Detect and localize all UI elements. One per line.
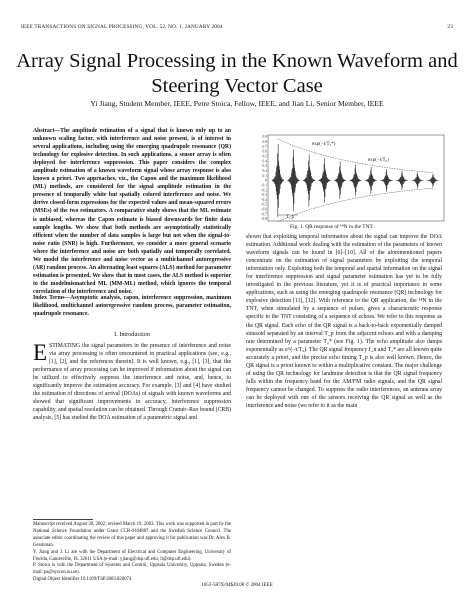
right-column-text xyxy=(246,233,442,410)
body-paragraph: shown that exploiting temporal information about the signal can improve the DOA estimation. Additional work dealing with the estimation of the parameters of known waveform signals can be found in [6]–[10]. All of the aforementioned papers concentrate on the estimation of signal parameters by exploiting the temporal information only. Exploiting both the temporal and spatial information on the signal for interference suppression and signal parameter estimation has yet to be fully investigated in the previous literature, yet it is of practical importance in some applications, such as using the emerging quadrupole resonance (QR) technology for explosive detection [11], [12]. With reference to the QR application, the ¹⁴N in the TNT, when stimulated by a sequence of pulses, gives a characteristic response specific to the TNT consisting of a sequence of echoes. We refer to this response as the QR signal. Each echo of the QR signal is a back-to-back exponentially damped sinusoid separated by an interval T_p from the adjacent echoes and with a damping rate determined by a parameter T₂* (see Fig. 1). The echo amplitude also damps exponentially as e^(−t/T₂). The QR signal frequency f_n and T₂* are all known quite accurately a priori, and the precise echo timing T_p is also well known. Hence, the QR signal is a priori known to within a multiplicative constant. The major challenge of using the QR technology for landmine detection is that the QR signal frequency falls within the frequency band for the AM/FM radio signals, and the QR signal frequency cannot be changed. To suppress the radio interferences, an antenna array can be deployed with one of the sensors receiving the QR signal as well as the interference and noise (we refer to it as the main xyxy=(246,234,442,409)
label-tp: T_p xyxy=(286,215,295,220)
y-tick-label: -0.2 xyxy=(261,188,267,193)
y-tick-label: -0.6 xyxy=(261,207,267,212)
intro-text: STIMATING the signal parameters in the presence of interference and noise via array processing is often encountered in practical applications (see, e.g., [1], [2], and the references therein). It is well known, e.g., [1], [3], that the performance of array processing can be improved if information about the signal can be utilized to effectively suppress the interference and noise, and, hence, to significantly improve the estimation accuracy. For example, [3] and [4] have studied the estimation of directions of arrival (DOAs) of signals with known waveforms and showed that significant improvements in accuracy, interference suppression capability, and spatial resolution can be obtained. Through Cramér–Rao bound (CRB) analysis, [5] has studied the DOA estimation of a parametric signal and xyxy=(33,343,231,422)
label-tau: τ xyxy=(292,190,295,195)
abstract-text: Abstract—The amplitude estimation of a signal that is known only up to an unknown scaling factor, with interference and noise present, is of interest in several applications, including using the emerging quadrupole resonance (QR) technology for explosive detection. In such applications, a sensor array is often deployed for interference suppression. This paper considers the complex amplitude estimation of a known waveform signal whose array response is also known a priori. Two approaches, viz., the Capon and the maximum likelihood (ML) methods, are considered for the signal amplitude estimation in the presence of temporally white but spatially colored interference and noise. We derive closed-form expressions for the expected values and mean-squared errors (MSEs) of the two estimators. A comparative study shows that the ML estimate is unbiased, whereas the Capon estimate is biased downwards for finite data sample lengths. We show that both methods are asymptotically statistically efficient when the number of data samples is large but not when the signal-to-noise ratio (SNR) is high. Furthermore, we consider a more general scenario where the interference and noise are both spatially and temporally correlated. We model the interference and noise vector as a multichannel autoregressive (AR) random process. An alternating least squares (ALS) method for parameter estimation is presented. We show that in most cases, the ALS method is superior to the modelmismatched ML (MM-ML) method, which ignores the temporal correlation of the interference and noise. xyxy=(33,128,231,295)
y-tick-label: 0.1 xyxy=(262,173,267,178)
footnote: Y. Jiang and J. Li are with the Department of Electrical and Computer Engineering, University of Florida, Gainesville, FL 32611 USA (e-mail: yjiang@dsp.ufl.edu; li@dsp.ufl.edu). xyxy=(33,549,231,562)
footnotes xyxy=(33,522,231,584)
abstract xyxy=(33,127,231,296)
y-tick-label: 0.2 xyxy=(262,168,267,173)
echo-pulse xyxy=(303,154,315,206)
y-tick-label: 0.6 xyxy=(262,149,267,154)
label-envelope-t2star: exp(−t/T₂*) xyxy=(312,142,336,147)
y-tick-label: -0.1 xyxy=(261,183,267,188)
y-tick-label: 0 xyxy=(265,178,267,183)
y-tick-label: -0.4 xyxy=(261,197,267,202)
section-heading: I. Introduction xyxy=(114,331,150,338)
qr-response-figure xyxy=(256,133,446,223)
echo-pulse xyxy=(412,172,424,188)
copyright-footer: 1053-587X/04$20.00 © 2004 IEEE xyxy=(201,583,273,588)
y-tick-label: 0.3 xyxy=(262,164,267,169)
page-number: 23 xyxy=(447,24,453,30)
drop-cap: E xyxy=(33,340,48,365)
y-tick-label: 0.4 xyxy=(262,159,267,164)
y-tick-label: 0.7 xyxy=(262,144,267,149)
paper-title: Array Signal Processing in the Known Waveform and Steering Vector Case xyxy=(16,50,458,97)
y-tick-label: -0.8 xyxy=(261,217,267,222)
y-tick-label: 0.5 xyxy=(262,154,267,159)
echo-pulse xyxy=(396,171,408,190)
echo-pulse xyxy=(427,174,439,188)
echo-signal xyxy=(272,144,439,217)
y-axis-ticks xyxy=(261,135,267,221)
authors: Yi Jiang, Student Member, IEEE, Petre Stoica, Fellow, IEEE, and Jian Li, Senior Member, IEEE xyxy=(90,99,384,108)
y-tick-label: -0.5 xyxy=(261,202,267,207)
index-terms-text: Index Terms—Asymptotic analysis, capon, interference suppression, maximum likelihood, multichannel autoregressive random process, parameter estimation, quadrupole resonance. xyxy=(33,295,231,318)
echo-pulse xyxy=(381,169,393,192)
footnote: Digital Object Identifier 10.1109/TSP.2003.820074 xyxy=(33,577,132,583)
introduction xyxy=(33,342,231,422)
y-tick-label: 0.9 xyxy=(262,135,267,140)
y-tick-label: -0.3 xyxy=(261,193,267,198)
footnote: P. Stoica is with the Department of Systems and Control, Uppsala University, Uppsala, Sweden (e-mail: ps@syscon.uu.se). xyxy=(33,563,231,576)
figure-caption: Fig. 1. QR response of ¹⁴N in the TNT. xyxy=(290,224,374,230)
echo-pulse xyxy=(334,162,346,199)
echo-pulse xyxy=(319,158,331,202)
echo-pulse xyxy=(288,150,300,212)
y-tick-label: -0.7 xyxy=(261,212,267,217)
echo-pulse xyxy=(365,167,377,194)
y-tick-label: 0.8 xyxy=(262,140,267,145)
footnote: Manuscript received August 30, 2002; revised March 19, 2003. This work was supported in part by the National Science Foundation under Grant CCR-0104887 and the Swedish Science Council. The associate editor coordinating the review of this paper and approving it for publication was Dr. Alex B. Gershman. xyxy=(33,522,231,548)
journal-header: IEEE TRANSACTIONS ON SIGNAL PROCESSING, VOL. 52, NO. 1, JANUARY 2004 xyxy=(21,24,223,30)
index-terms xyxy=(33,294,231,318)
echo-pulse xyxy=(272,144,284,217)
echo-pulse xyxy=(350,165,362,197)
label-envelope-t2: exp(−t/T₂) xyxy=(368,158,389,163)
running-header xyxy=(21,24,453,33)
footnote-rule xyxy=(33,519,93,520)
